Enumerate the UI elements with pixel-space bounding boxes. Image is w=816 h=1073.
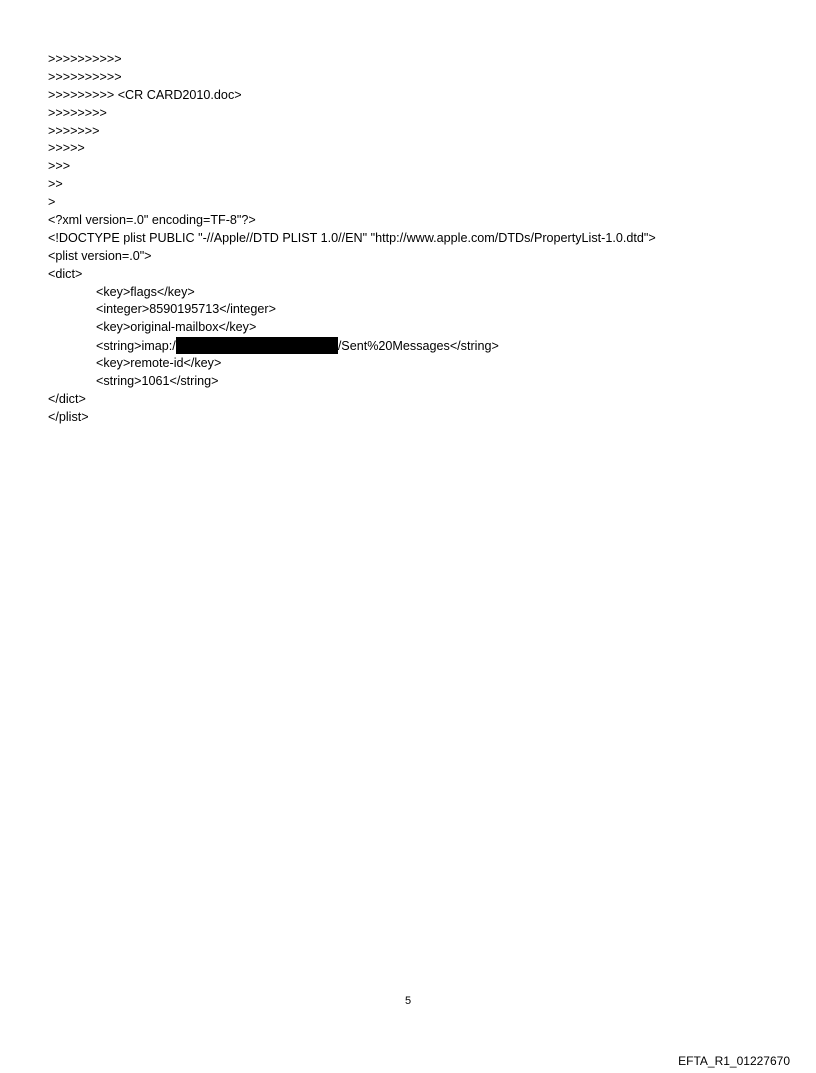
quote-marker-line: >	[48, 195, 56, 210]
quote-marker-line: >>>	[48, 159, 71, 174]
redaction-box	[176, 337, 338, 354]
flags-key-line: <key>flags</key>	[96, 284, 195, 299]
doctype-line: <!DOCTYPE plist PUBLIC "-//Apple//DTD PLIST 1.0//EN" "http://www.apple.com/DTDs/PropertyList-1.0.dtd">	[48, 230, 656, 245]
quote-marker-line: >>>>>>>>	[48, 105, 107, 120]
quote-marker-line: >>	[48, 177, 63, 192]
mailbox-value-line	[48, 337, 788, 355]
attachment-reference-line: >>>>>>>>> <CR CARD2010.doc>	[48, 87, 242, 102]
quote-marker-line: >>>>>>>	[48, 123, 100, 138]
quote-marker-line: >>>>>	[48, 141, 85, 156]
dict-close-line: </dict>	[48, 391, 86, 406]
remote-id-key-line: <key>remote-id</key>	[96, 356, 222, 371]
mailbox-value-prefix: <string>imap:/	[96, 339, 176, 354]
quote-marker-line: >>>>>>>>>>	[48, 52, 122, 66]
plist-close-line: </plist>	[48, 409, 89, 424]
flags-value-line: <integer>8590195713</integer>	[96, 302, 276, 317]
quote-marker-line: >>>>>>>>>>	[48, 69, 122, 84]
remote-id-value-line: <string>1061</string>	[96, 374, 219, 389]
page-number: 5	[404, 995, 412, 1007]
mailbox-value-suffix: /Sent%20Messages</string>	[337, 339, 499, 354]
plist-open-line: <plist version=.0">	[48, 248, 152, 263]
xml-declaration-line: <?xml version=.0" encoding=TF-8"?>	[48, 213, 256, 228]
mailbox-key-line: <key>original-mailbox</key>	[96, 320, 257, 335]
dict-open-line: <dict>	[48, 266, 83, 281]
document-body	[48, 51, 788, 427]
bates-number: EFTA_R1_01227670	[678, 1054, 790, 1068]
